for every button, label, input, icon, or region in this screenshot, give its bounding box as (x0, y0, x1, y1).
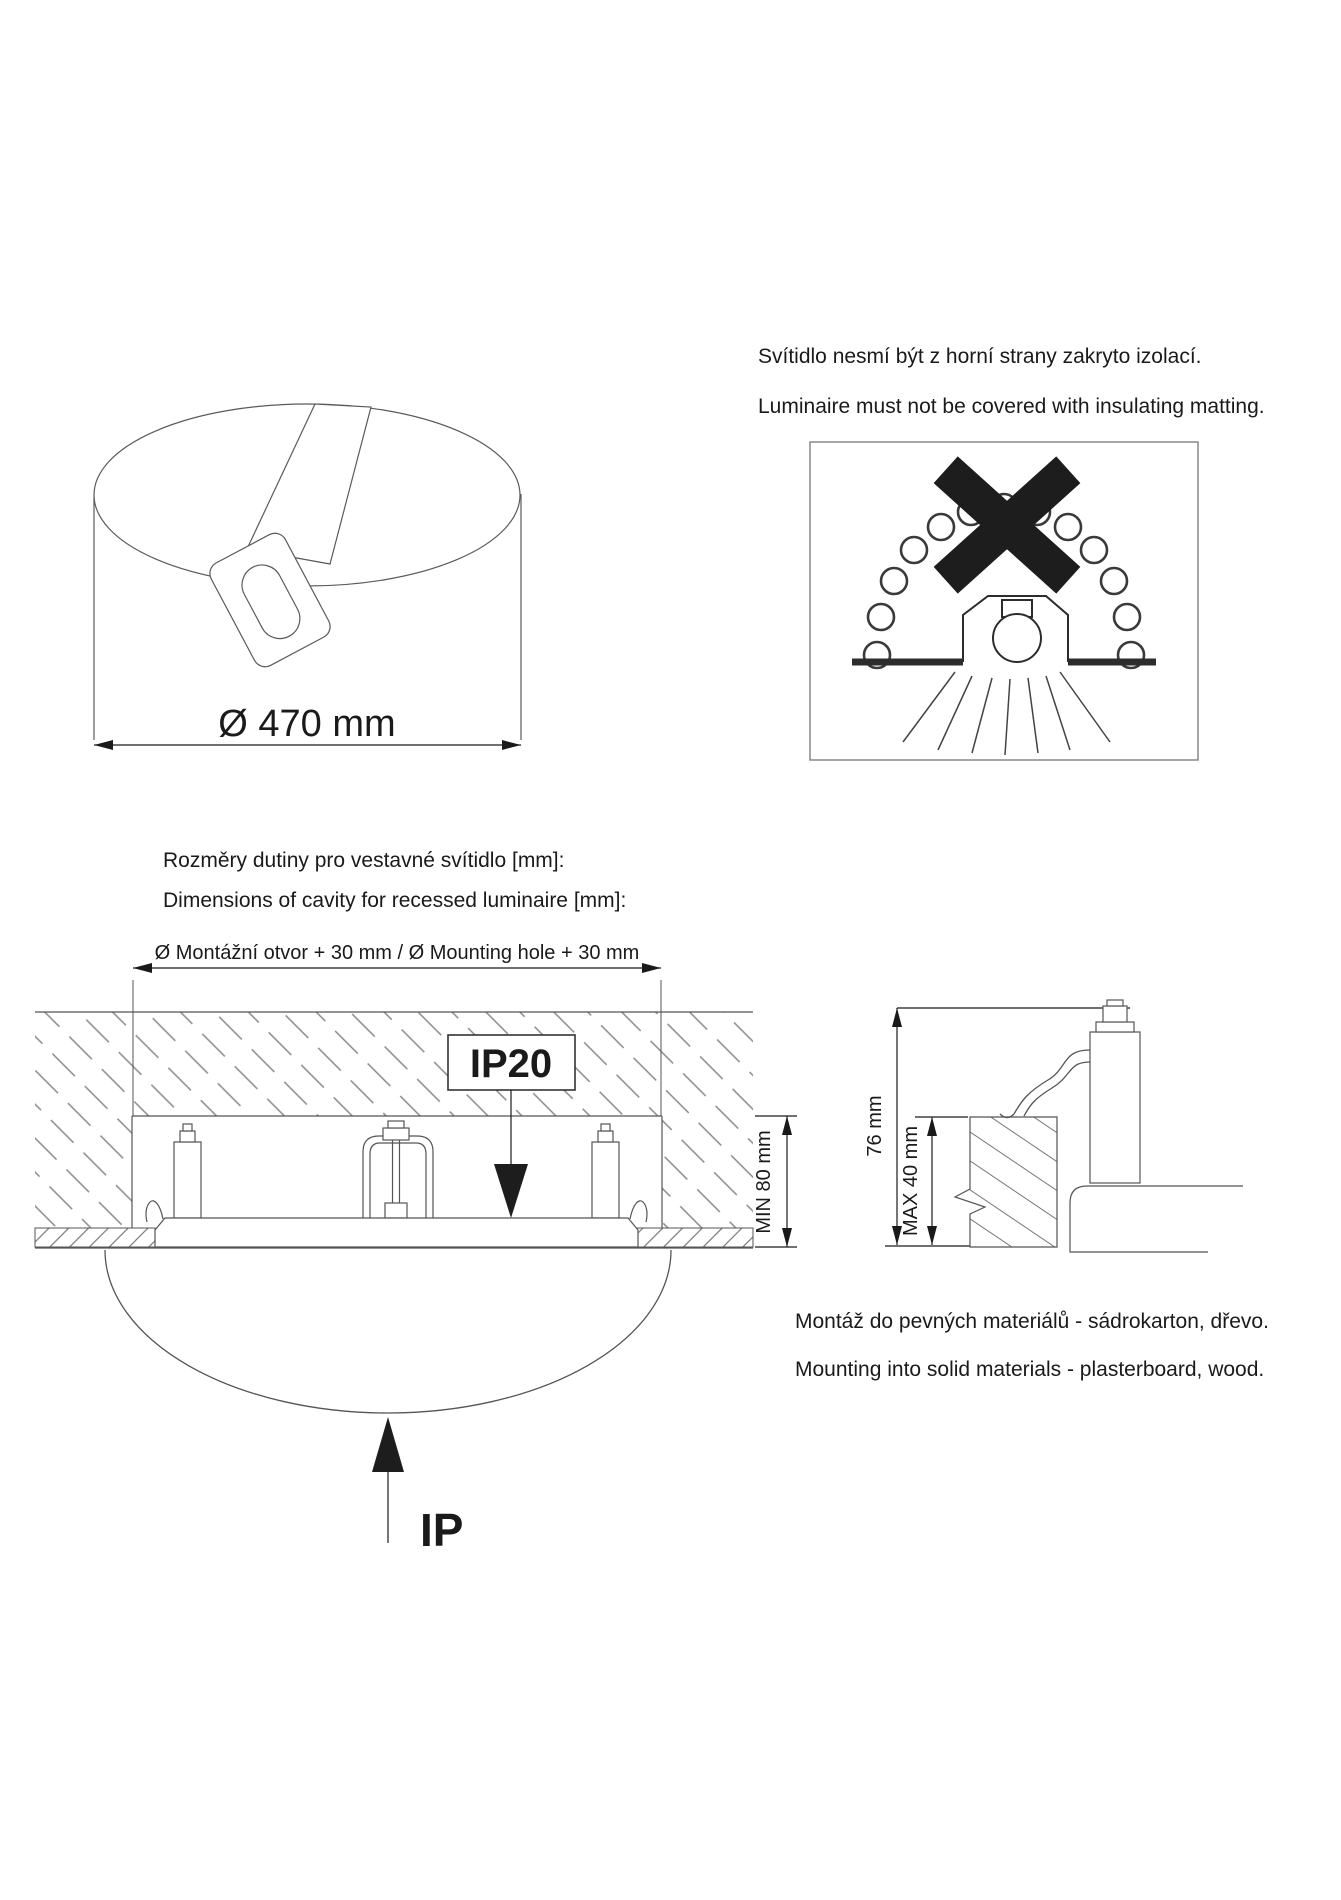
insulation-warning-cz: Svítidlo nesmí být z horní strany zakryto izolací. (758, 345, 1202, 368)
post-nut (180, 1131, 195, 1142)
dim-arrow-up (892, 1008, 902, 1027)
ip20-label: IP20 (469, 1042, 553, 1086)
dim-arrow-down (782, 1228, 792, 1247)
ip20-callout (448, 1035, 575, 1218)
coil-loop (1101, 568, 1127, 594)
ip-arrow-up (372, 1417, 404, 1472)
luminaire-base-plate (155, 1218, 638, 1247)
detail-fixing-post (1090, 1000, 1140, 1183)
insulation-warning-en: Luminaire must not be covered with insulating matting. (758, 395, 1265, 418)
coil-loop (1055, 514, 1081, 540)
spring-clip (1000, 1050, 1090, 1118)
cavity-cross-section-drawing (35, 942, 797, 1556)
material-block (955, 1117, 1057, 1247)
plate-hook-left (146, 1201, 163, 1222)
dim-arrow-up (927, 1117, 937, 1136)
ip-label: IP (420, 1504, 464, 1556)
post-body (174, 1142, 201, 1218)
mounting-note-en: Mounting into solid materials - plasterboard, wood. (795, 1358, 1265, 1381)
fixing-post-left (174, 1124, 201, 1218)
luminaire-glass-dome (105, 1250, 671, 1413)
coil-loop (881, 568, 907, 594)
dim-arrow-up (782, 1116, 792, 1135)
height-label: 76 mm (864, 1095, 886, 1157)
coil-loop (928, 514, 954, 540)
post-body (592, 1142, 619, 1218)
spring-clip-edge (1014, 1050, 1090, 1114)
ceiling-hatched-mass (35, 1012, 753, 1228)
post-nut-top (183, 1124, 192, 1131)
bracket-nut (383, 1128, 409, 1140)
max-thickness-dimension (915, 1117, 968, 1245)
post-washer (1096, 1022, 1134, 1032)
dim-arrow-left (94, 740, 113, 750)
ip20-arrow-down (494, 1164, 528, 1218)
mounting-note-cz: Montáž do pevných materiálů - sádrokarton, dřevo. (795, 1310, 1269, 1333)
ceiling-board-right (637, 1228, 753, 1247)
lamp-bulb (993, 614, 1041, 662)
bracket-nut-top (388, 1121, 404, 1128)
coil-loop (901, 537, 927, 563)
ceiling-board-left (35, 1228, 155, 1247)
min-depth-label: MIN 80 mm (753, 1130, 775, 1234)
no-insulation-pictogram (810, 442, 1198, 760)
cavity-heading-en: Dimensions of cavity for recessed luminaire [mm]: (163, 889, 627, 912)
post-nut (1103, 1006, 1127, 1022)
post-nut-top (601, 1124, 610, 1131)
dim-arrow-left (133, 963, 152, 973)
post-nut-top (1107, 1000, 1123, 1006)
mounting-hole-label: Ø Montážní otvor + 30 mm / Ø Mounting hole + 30 mm (154, 942, 640, 964)
fixing-bracket-middle (363, 1121, 433, 1218)
luminaire-top-view-drawing (94, 404, 521, 740)
plate-hook-right (630, 1201, 647, 1222)
fixing-post-right (592, 1124, 619, 1218)
post-body (1090, 1032, 1140, 1183)
post-nut (598, 1131, 613, 1142)
max-thickness-label: MAX 40 mm (900, 1125, 922, 1237)
coil-loop (868, 604, 894, 630)
solid-material-detail-drawing (864, 1000, 1243, 1252)
cavity-heading-cz: Rozměry dutiny pro vestavné svítidlo [mm]: (163, 849, 565, 872)
coil-loop (1114, 604, 1140, 630)
luminaire-body-corner (1070, 1186, 1243, 1252)
bracket-foot (385, 1203, 407, 1218)
dim-arrow-down (927, 1226, 937, 1245)
diameter-label: Ø 470 mm (218, 703, 396, 745)
dim-arrow-right (642, 963, 661, 973)
coil-loop (1081, 537, 1107, 563)
ip-callout (372, 1417, 463, 1556)
dim-arrow-right (502, 740, 521, 750)
diameter-dimension (94, 703, 521, 750)
